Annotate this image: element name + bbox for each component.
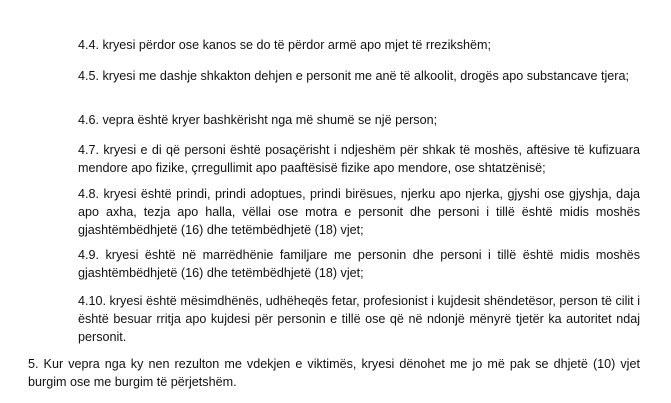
clause-4-6: 4.6. vepra është kryer bashkërisht nga më shumë se një person; [78, 113, 438, 127]
clause-4-7: 4.7. kryesi e di që personi është posaçërisht i ndjeshëm për shkak të moshës, aftësive të kufizuara mendore apo fizike, çrregullimit apo paaftësisë fizike apo mendore, ose shtatzënisë; [78, 143, 640, 175]
clause-4-4: 4.4. kryesi përdor ose kanos se do të përdor armë apo mjet të rrezikshëm; [78, 38, 491, 52]
paragraph-5: 5. Kur vepra nga ky nen rezulton me vdekjen e viktimës, kryesi dënohet me jo më pak se dhjetë (10) vjet burgim ose me burgim të përjetshëm. [28, 357, 640, 389]
clause-4-10: 4.10. kryesi është mësimdhënës, udhëheqës fetar, profesionist i kujdesit shëndetësor, person të cilit i është besuar rritja apo kujdesi për personin e tillë ose që në ndonjë mënyrë tjetër ka autoritet ndaj personit. [78, 294, 640, 344]
clause-4-9: 4.9. kryesi është në marrëdhënie familjare me personin dhe personi i tillë është midis moshës gjashtëmbëdhjetë (16) dhe tetëmbëdhjetë (18) vjet; [78, 248, 640, 280]
clause-4-5: 4.5. kryesi me dashje shkakton dehjen e personit me anë të alkoolit, drogës apo substancave tjera; [78, 69, 629, 83]
clause-4-8: 4.8. kryesi është prindi, prindi adoptues, prindi birësues, njerku apo njerka, gjyshi ose gjyshja, daja apo axha, tezja apo halla, vëllai ose motra e personit dhe personi i tillë është midis moshës gjashtëmbëdhjetë (16) dhe tetëmbëdhjetë (18) vjet; [78, 187, 640, 237]
